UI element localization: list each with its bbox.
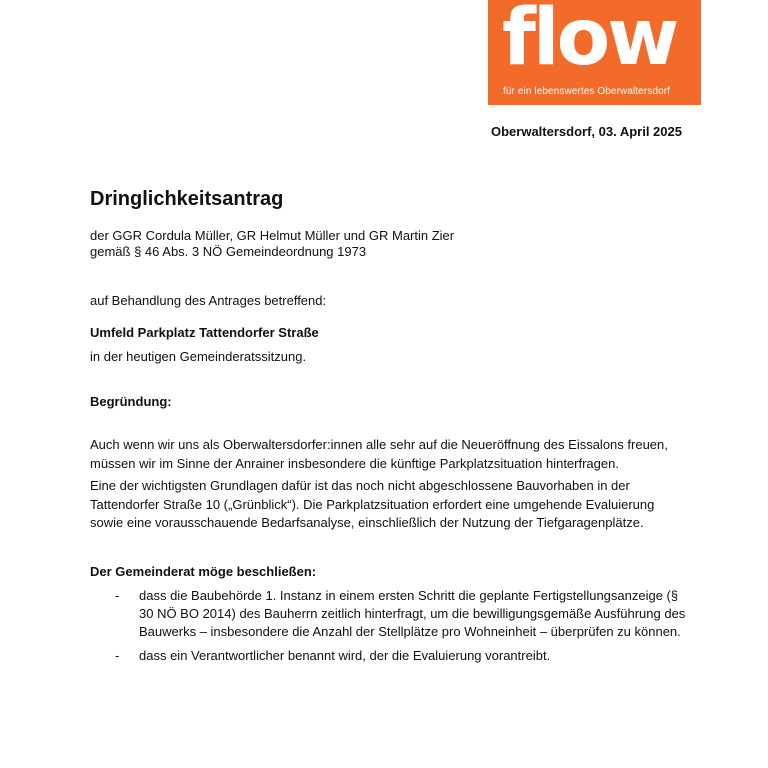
subject-title: Umfeld Parkplatz Tattendorfer Straße	[90, 325, 319, 340]
resolution-heading: Der Gemeinderat möge beschließen:	[90, 564, 317, 579]
flow-logo	[488, 0, 701, 105]
bullet-1-line-2: 30 NÖ BO 2014) des Bauherrn zeitlich hinterfragt, um die bewilligungsgemäße Ausführung des	[139, 606, 686, 621]
paragraph-1-line-1: Auch wenn wir uns als Oberwaltersdorfer:innen alle sehr auf die Neueröffnung des Eissalons freuen,	[90, 437, 668, 452]
paragraph-2-line-2: Tattendorfer Straße 10 („Grünblick“). Die Parkplatzsituation erfordert eine umgehende Evaluierung	[90, 497, 655, 512]
bullet-2: dass ein Verantwortlicher benannt wird, der die Evaluierung vorantreibt.	[139, 648, 551, 663]
bullet-marker-2: -	[115, 648, 120, 663]
intro-text: auf Behandlung des Antrages betreffend:	[90, 293, 327, 308]
document-title: Dringlichkeitsantrag	[90, 188, 284, 210]
reason-heading: Begründung:	[90, 394, 172, 409]
bullet-1-line-3: Bauwerks – insbesondere die Anzahl der Stellplätze pro Wohneinheit – überprüfen zu können.	[139, 624, 681, 639]
paragraph-2-line-1: Eine der wichtigsten Grundlagen dafür ist das noch nicht abgeschlossene Bauvorhaben in der	[90, 478, 630, 493]
authors-line-2: gemäß § 46 Abs. 3 NÖ Gemeindeordnung 1973	[90, 244, 367, 259]
document-date: Oberwaltersdorf, 03. April 2025	[491, 124, 682, 139]
bullet-marker-1: -	[115, 588, 120, 603]
logo-tagline: für ein lebenswertes Oberwaltersdorf	[503, 86, 671, 97]
logo-wordmark: flow	[502, 0, 677, 83]
subject-note: in der heutigen Gemeinderatssitzung.	[90, 349, 307, 364]
paragraph-1-line-2: müssen wir im Sinne der Anrainer insbesondere die künftige Parkplatzsituation hinterfragen.	[90, 456, 619, 471]
paragraph-2-line-3: sowie eine vorausschauende Bedarfsanalyse, einschließlich der Nutzung der Tiefgaragenplätze.	[90, 515, 644, 530]
authors-line-1: der GGR Cordula Müller, GR Helmut Müller und GR Martin Zier	[90, 228, 455, 243]
bullet-1-line-1: dass die Baubehörde 1. Instanz in einem ersten Schritt die geplante Fertigstellungsanzeige (§	[139, 588, 679, 603]
